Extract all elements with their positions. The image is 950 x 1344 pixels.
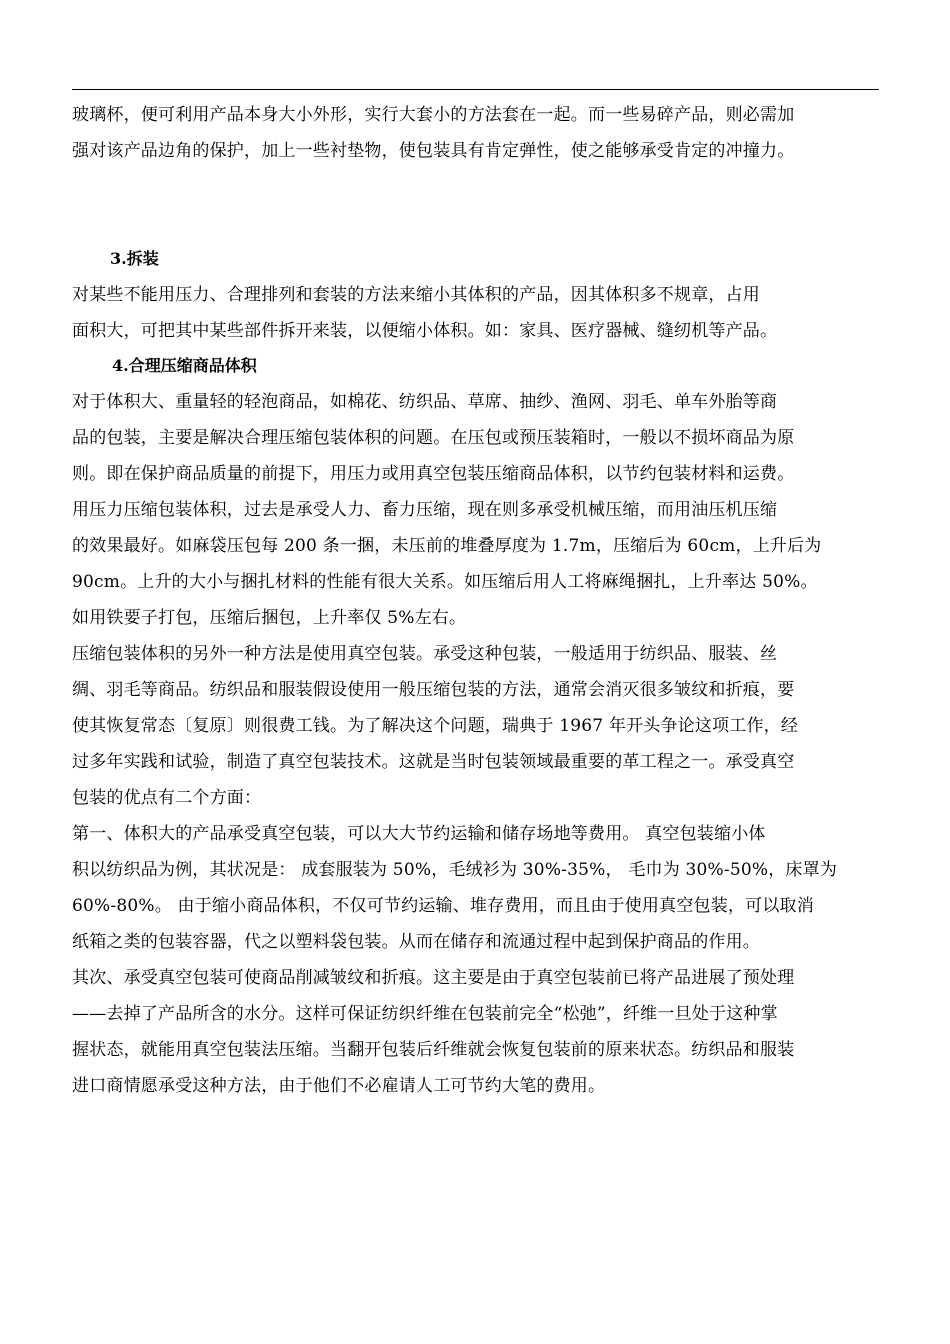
section-4-body [72,384,882,1104]
text-line: 过多年实践和试验，制造了真空包装技术。这就是当时包装领域最重要的革工程之一。承受真空 [72,752,795,772]
text-line: 90cm。上升的大小与捆扎材料的性能有很大关系。如压缩后用人工将麻绳捆扎，上升率达 50%。 [72,572,818,592]
text-line: 对某些不能用压力、合理排列和套装的方法来缩小其体积的产品，因其体积多不规章，占用 [72,285,760,305]
text-line: 玻璃杯，便可利用产品本身大小外形，实行大套小的方法套在一起。而一些易碎产品，则必需加 [72,105,795,125]
text-line: 强对该产品边角的保护，加上一些衬垫物，使包装具有肯定弹性，使之能够承受肯定的冲撞力。 [72,141,795,161]
text-line: 压缩包装体积的另外一种方法是使用真空包装。承受这种包装，一般适用于纺织品、服装、丝 [72,644,778,664]
text-line: 对于体积大、重量轻的轻泡商品，如棉花、纺织品、草席、抽纱、渔网、羽毛、单车外胎等商 [72,392,778,412]
text-line: 使其恢复常态〔复原〕则很费工钱。为了解决这个问题，瑞典于 1967 年开头争论这项工作，经 [72,716,799,736]
text-line: 包装的优点有二个方面： [72,788,262,808]
text-line: 其次、承受真空包装可使商品削减皱纹和折痕。这主要是由于真空包装前已将产品进展了预处理 [72,968,795,988]
section-heading-3: 3.拆装 [110,249,159,268]
text-line: 积以纺织品为例，其状况是： 成套服装为 50%，毛绒衫为 30%-35%， 毛巾为 30%-50%，床罩为 [72,860,838,880]
text-line: 如用铁要子打包，压缩后捆包，上升率仅 5%左右。 [72,608,467,628]
text-line: 纸箱之类的包装容器，代之以塑料袋包装。从而在储存和流通过程中起到保护商品的作用。 [72,932,760,952]
section-3-paragraph [72,277,882,349]
section-heading-4: 4.合理压缩商品体积 [112,356,257,375]
text-line: 则。即在保护商品质量的前提下，用压力或用真空包装压缩商品体积，以节约包装材料和运费。 [72,464,795,484]
text-line: 进口商情愿承受这种方法，由于他们不必雇请人工可节约大笔的费用。 [72,1076,606,1096]
text-line: 的效果最好。如麻袋压包每 200 条一捆，未压前的堆叠厚度为 1.7m，压缩后为 60cm，上升后为 [72,536,822,556]
intro-paragraph [72,97,882,169]
text-line: ——去掉了产品所含的水分。这样可保证纺织纤维在包装前完全“松弛”，纤维一旦处于这种掌 [72,1004,778,1024]
text-line: 品的包装，主要是解决合理压缩包装体积的问题。在压包或预压装箱时，一般以不损坏商品为原 [72,428,795,448]
text-line: 第一、体积大的产品承受真空包装，可以大大节约运输和储存场地等费用。 真空包装缩小体 [72,824,766,844]
text-line: 60%-80%。 由于缩小商品体积，不仅可节约运输、堆存费用，而且由于使用真空包装，可以取消 [72,896,814,916]
header-rule [72,89,879,90]
text-line: 绸、羽毛等商品。纺织品和服装假设使用一般压缩包装的方法，通常会消灭很多皱纹和折痕，要 [72,680,795,700]
text-line: 面积大，可把其中某些部件拆开来装，以便缩小体积。如：家具、医疗器械、缝纫机等产品。 [72,321,778,341]
text-line: 用压力压缩包装体积，过去是承受人力、畜力压缩，现在则多承受机械压缩，而用油压机压缩 [72,500,778,520]
text-line: 握状态，就能用真空包装法压缩。当翻开包装后纤维就会恢复包装前的原来状态。纺织品和服装 [72,1040,795,1060]
